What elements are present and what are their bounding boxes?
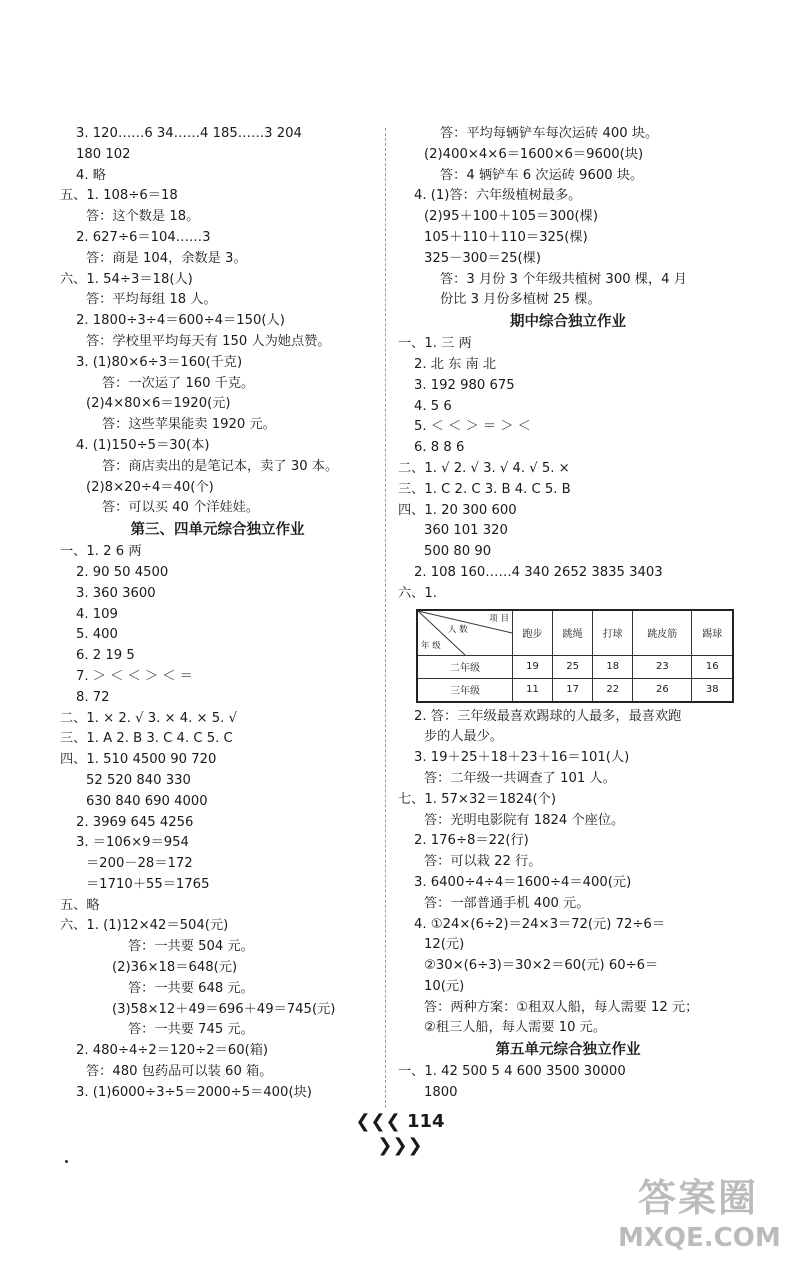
answer-line: 360 101 320 (424, 523, 508, 539)
answer-line: 答：光明电影院有 1824 个座位。 (424, 812, 625, 828)
answer-line: 答：学校里平均每天有 150 人为她点赞。 (86, 333, 331, 349)
answer-line: 答：一共要 504 元。 (128, 939, 254, 955)
answer-line: 4. ①24×(6÷2)＝24×3＝72(元) 72÷6＝ (414, 916, 665, 932)
answer-line: 2. 北 东 南 北 (414, 356, 497, 372)
answer-line: 105＋110＋110＝325(棵) (424, 229, 588, 245)
page-number-open: ❮❮❮ (355, 1111, 407, 1132)
answer-line: 5. ＜ ＜ ＞ ＝ ＞ ＜ (414, 419, 531, 435)
value-cell: 23 (633, 655, 692, 678)
answer-line: 四、1. 20 300 600 (398, 502, 517, 518)
corner-grade-label: 年 级 (421, 640, 441, 651)
watermark-logo (618, 1175, 781, 1265)
answer-line: 二、1. √ 2. √ 3. √ 4. √ 5. × (398, 460, 570, 476)
answer-line: 答：商店卖出的是笔记本，卖了 30 本。 (102, 458, 339, 474)
answer-line: 答：一次运了 160 千克。 (102, 375, 255, 391)
value-cell: 38 (692, 678, 733, 702)
answer-line: 4. 5 6 (414, 398, 452, 414)
value-cell: 26 (633, 678, 692, 702)
answer-line: 答：这个数是 18。 (86, 209, 200, 225)
answer-line: 答：商是 104，余数是 3。 (86, 250, 247, 266)
answer-line: 六、1. (1)12×42＝504(元) (60, 918, 229, 934)
answer-line: 8. 72 (76, 689, 110, 705)
answer-line: 3. 120……6 34……4 185……3 204 (76, 126, 302, 141)
answer-line: 份比 3 月份多植树 25 棵。 (440, 292, 601, 308)
header-cell: 跳皮筋 (633, 610, 692, 656)
answer-line: (2)8×20÷4＝40(个) (86, 479, 214, 495)
answer-line: 10(元) (424, 978, 465, 994)
answer-line: (2)95＋100＋105＝300(棵) (424, 209, 599, 225)
left-column (60, 124, 375, 1104)
answer-line: 180 102 (76, 146, 131, 162)
stray-dot (65, 1160, 68, 1163)
page-number-close: ❯❯❯ (377, 1135, 423, 1156)
answer-line: 4. 109 (76, 606, 118, 622)
table-row (417, 678, 733, 702)
answer-line: 一、1. 2 6 两 (60, 544, 142, 560)
answer-line: 52 520 840 330 (86, 772, 191, 788)
header-cell: 跑步 (513, 610, 553, 656)
answer-line: (2)4×80×6＝1920(元) (86, 396, 231, 412)
answer-line: 2. 108 160……4 340 2652 3835 3403 (414, 564, 663, 580)
value-cell: 22 (593, 678, 633, 702)
answer-line: 3. (1)80×6÷3＝160(千克) (76, 354, 243, 370)
answer-line: 2. 176÷8＝22(行) (414, 833, 529, 849)
value-cell: 11 (513, 678, 553, 702)
answer-line: 7. ＞ ＜ ＜ ＞ ＜ ＝ (76, 668, 193, 684)
answer-line: ②租三人船，每人需要 10 元。 (424, 1020, 607, 1036)
value-cell: 16 (692, 655, 733, 678)
answer-line: 答：一部普通手机 400 元。 (424, 895, 590, 911)
answer-line: 2. 627÷6＝104……3 (76, 229, 211, 245)
table-corner-cell (417, 610, 513, 656)
answer-line: (3)58×12＋49＝696＋49＝745(元) (112, 1001, 336, 1017)
header-cell: 踢球 (692, 610, 733, 656)
answer-line: 1800 (424, 1085, 458, 1101)
answer-line: 3. 19＋25＋18＋23＋16＝101(人) (414, 750, 630, 766)
header-cell: 跳绳 (553, 610, 593, 656)
answer-line: 六、1. (398, 585, 437, 601)
answer-line: 4. (1)150÷5＝30(本) (76, 437, 210, 453)
value-cell: 17 (553, 678, 593, 702)
answer-line: 4. (1)答：六年级植树最多。 (414, 188, 582, 204)
answer-line: 答：一共要 745 元。 (128, 1022, 254, 1038)
grade-cell: 二年级 (417, 655, 513, 678)
answer-line: 一、1. 三 两 (398, 336, 472, 352)
answer-line: 2. 480÷4÷2＝120÷2＝60(箱) (76, 1043, 269, 1059)
corner-people-label: 人 数 (448, 624, 468, 635)
survey-table-header (417, 610, 733, 656)
answer-line: 答：可以买 40 个洋娃娃。 (102, 500, 260, 516)
section-heading: 第五单元综合独立作业 (495, 1042, 641, 1059)
answer-line: 步的人最少。 (424, 729, 504, 745)
answer-line: 答：3 月份 3 个年级共植树 300 棵，4 月 (440, 271, 687, 287)
answer-line: 答：可以栽 22 行。 (424, 854, 542, 870)
answer-line: 6. 2 19 5 (76, 648, 135, 664)
table-row (417, 655, 733, 678)
answer-line: ＝200－28＝172 (86, 856, 193, 872)
header-cell: 打球 (593, 610, 633, 656)
answer-line: 答：两种方案：①租双人船，每人需要 12 元； (424, 999, 699, 1015)
answer-line: 325－300＝25(棵) (424, 250, 541, 266)
answer-line: 3. ＝106×9＝954 (76, 835, 189, 851)
answer-line: 二、1. × 2. √ 3. × 4. × 5. √ (60, 710, 237, 726)
answer-line: 3. 360 3600 (76, 585, 156, 601)
answer-line: 六、1. 54÷3＝18(人) (60, 271, 193, 287)
answer-line: 五、略 (60, 897, 100, 913)
corner-project-label: 项 目 (489, 613, 509, 624)
answer-line: 答：480 包药品可以装 60 箱。 (86, 1064, 273, 1080)
value-cell: 19 (513, 655, 553, 678)
answer-line: 12(元) (424, 937, 465, 953)
answer-line: 五、1. 108÷6＝18 (60, 188, 178, 204)
answer-line: 答：平均每组 18 人。 (86, 292, 217, 308)
survey-table (416, 609, 734, 703)
page-number-value: 114 (406, 1111, 445, 1132)
answer-line: 答：一共要 648 元。 (128, 980, 254, 996)
answer-line: 2. 90 50 4500 (76, 564, 169, 580)
watermark-top: 答案圈 (637, 1176, 758, 1220)
answer-line: 630 840 690 4000 (86, 793, 208, 809)
answer-line: 6. 8 8 6 (414, 440, 465, 456)
watermark-bottom: MXQE.COM (618, 1223, 781, 1253)
grade-cell: 三年级 (417, 678, 513, 702)
answer-line: 2. 1800÷3÷4＝600÷4＝150(人) (76, 313, 285, 329)
answer-line: 2. 答：三年级最喜欢踢球的人最多，最喜欢跑 (414, 708, 682, 724)
answer-line: ＝1710＋55＝1765 (86, 876, 210, 892)
answer-line: 2. 3969 645 4256 (76, 814, 194, 830)
answer-line: 三、1. A 2. B 3. C 4. C 5. C (60, 731, 233, 747)
answer-line: 3. 6400÷4÷4＝1600÷4＝400(元) (414, 874, 632, 890)
answer-line: 答：二年级一共调查了 101 人。 (424, 770, 616, 786)
answer-line: (2)400×4×6＝1600×6＝9600(块) (424, 146, 644, 162)
answer-line: 3. (1)6000÷3÷5＝2000÷5＝400(块) (76, 1084, 312, 1100)
right-column (398, 124, 738, 1104)
section-heading: 期中综合独立作业 (510, 314, 626, 331)
value-cell: 18 (593, 655, 633, 678)
answer-line: 3. 192 980 675 (414, 377, 515, 393)
answer-line: 一、1. 42 500 5 4 600 3500 30000 (398, 1064, 626, 1080)
answer-line: 答：平均每辆铲车每次运砖 400 块。 (440, 126, 659, 141)
answer-line: 七、1. 57×32＝1824(个) (398, 791, 556, 807)
right-column-top (398, 124, 738, 605)
answer-line: 三、1. C 2. C 3. B 4. C 5. B (398, 481, 571, 497)
value-cell: 25 (553, 655, 593, 678)
answer-line: (2)36×18＝648(元) (112, 960, 238, 976)
answer-line: 500 80 90 (424, 544, 492, 560)
page-number (335, 1110, 465, 1156)
answer-line: 答：这些苹果能卖 1920 元。 (102, 417, 276, 433)
right-column-bottom (398, 707, 738, 1104)
answer-line: ②30×(6÷3)＝30×2＝60(元) 60÷6＝ (424, 958, 659, 974)
answer-line: 4. 略 (76, 167, 106, 183)
section-heading: 第三、四单元综合独立作业 (130, 522, 305, 539)
column-divider (385, 128, 386, 1108)
answer-line: 5. 400 (76, 627, 118, 643)
answer-line: 四、1. 510 4500 90 720 (60, 752, 217, 768)
answer-line: 答：4 辆铲车 6 次运砖 9600 块。 (440, 167, 644, 183)
